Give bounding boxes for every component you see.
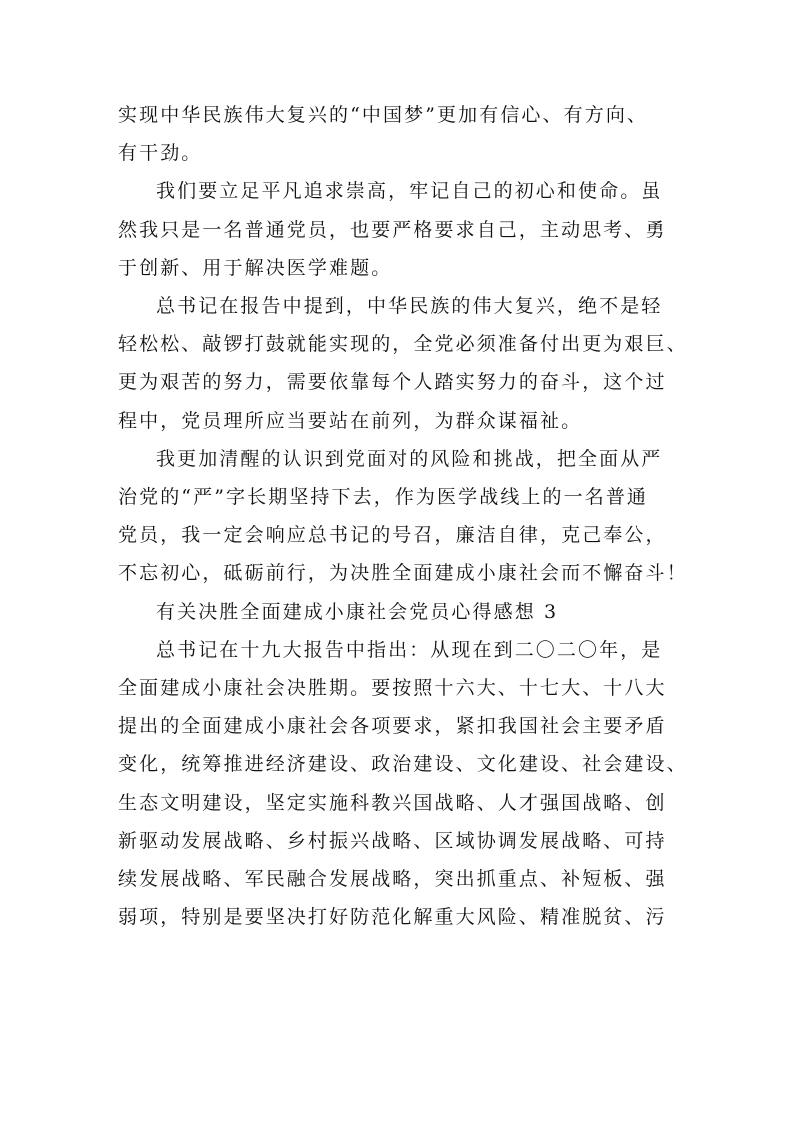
text-line: 总书记在报告中提到，中华民族的伟大复兴，绝不是轻 [156,295,663,318]
section-heading-paragraph [118,593,684,631]
text-line: 全面建成小康社会决胜期。要按照十六大、十七大、十八大 [118,677,667,700]
paragraph-3 [118,287,688,440]
text-line: 提出的全面建成小康社会各项要求，紧扣我国社会主要矛盾 [118,715,667,738]
text-line: 我更加清醒的认识到党面对的风险和挑战，把全面从严 [156,447,663,470]
text-line: 轻松松、敲锣打鼓就能实现的，全党必须准备付出更为艰巨、 [118,333,688,356]
text-line: 新驱动发展战略、乡村振兴战略、区域协调发展战略、可持 [118,829,667,852]
text-line: 党员，我一定会响应总书记的号召，廉洁自律，克己奉公， [118,524,667,547]
paragraph-5 [118,631,688,937]
paragraph-4 [118,440,688,593]
text-line: 更为艰苦的努力，需要依靠每个人踏实努力的奋斗，这个过 [118,371,667,394]
document-body [118,96,688,936]
paragraph-2 [118,172,684,287]
text-line: 程中，党员理所应当要站在前列，为群众谋福祉。 [118,409,583,432]
text-line: 总书记在十九大报告中指出：从现在到二〇二〇年，是 [156,638,663,661]
text-line: 不忘初心，砥砺前行，为决胜全面建成小康社会而不懈奋斗！ [118,562,688,585]
paragraph-1 [118,96,684,172]
text-line: 实现中华民族伟大复兴的“中国梦”更加有信心、有方向、 [118,104,649,126]
text-line: 然我只是一名普通党员，也要严格要求自己，主动思考、勇 [118,218,667,241]
section-heading: 有关决胜全面建成小康社会党员心得感想 3 [156,600,559,623]
text-line: 变化，统筹推进经济建设、政治建设、文化建设、社会建设、 [118,753,688,776]
text-line: 弱项，特别是要坚决打好防范化解重大风险、精准脱贫、污 [118,906,667,929]
text-line: 有干劲。 [118,142,203,165]
text-line: 于创新、用于解决医学难题。 [118,256,393,279]
text-line: 治党的“严”字长期坚持下去，作为医学战线上的一名普通 [118,486,649,509]
text-line: 生态文明建设，坚定实施科教兴国战略、人才强国战略、创 [118,791,667,814]
text-line: 续发展战略、军民融合发展战略，突出抓重点、补短板、强 [118,868,667,891]
text-line: 我们要立足平凡追求崇高，牢记自己的初心和使命。虽 [156,180,663,203]
